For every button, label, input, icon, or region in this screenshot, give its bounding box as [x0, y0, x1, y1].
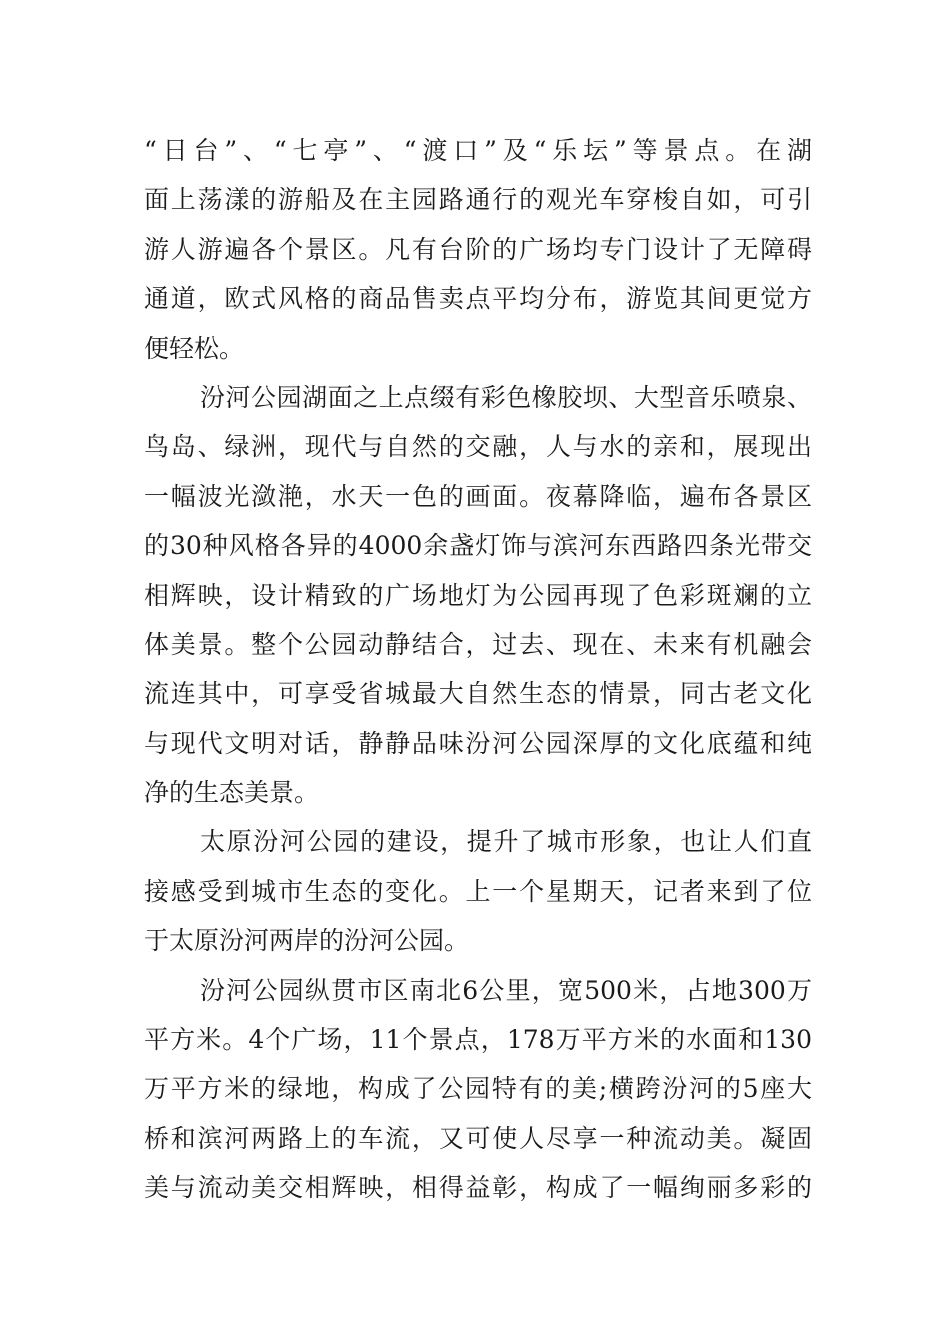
text-line: 接感受到城市生态的变化。上一个星期天，记者来到了位	[144, 876, 812, 906]
text-line: 与现代文明对话，静静品味汾河公园深厚的文化底蕴和纯	[144, 728, 812, 758]
paragraph-first-line: 汾河公园纵贯市区南北6公里，宽500米，占地300万	[200, 975, 812, 1005]
paragraph-first-line: 汾河公园湖面之上点缀有彩色橡胶坝、大型音乐喷泉、	[200, 382, 812, 412]
text-line: 净的生态美景。	[144, 778, 320, 808]
text-line: 流连其中，可享受省城最大自然生态的情景，同古老文化	[144, 679, 812, 709]
text-line: 相辉映，设计精致的广场地灯为公园再现了色彩斑斓的立	[144, 580, 812, 610]
document-body	[144, 126, 812, 1213]
text-line: 的30种风格各异的4000余盏灯饰与滨河东西路四条光带交	[144, 531, 812, 561]
text-line: 通道，欧式风格的商品售卖点平均分布，游览其间更觉方	[144, 284, 812, 314]
text-line: 万平方米的绿地，构成了公园特有的美;横跨汾河的5座大	[144, 1074, 812, 1104]
text-line: 美与流动美交相辉映，相得益彰，构成了一幅绚丽多彩的	[144, 1173, 812, 1203]
text-line: 体美景。整个公园动静结合，过去、现在、未来有机融会	[144, 629, 812, 659]
text-line: 平方米。4个广场，11个景点，178万平方米的水面和130	[144, 1025, 812, 1055]
paragraph-first-line: 太原汾河公园的建设，提升了城市形象，也让人们直	[200, 827, 812, 857]
text-line: 面上荡漾的游船及在主园路通行的观光车穿梭自如，可引	[144, 185, 812, 215]
text-line: 游人游遍各个景区。凡有台阶的广场均专门设计了无障碍	[144, 234, 812, 264]
text-line: “日台”、“七亭”、“渡口”及“乐坛”等景点。在湖	[144, 136, 812, 165]
text-line: 一幅波光潋滟，水天一色的画面。夜幕降临，遍布各景区	[144, 481, 812, 511]
text-line: 鸟岛、绿洲，现代与自然的交融，人与水的亲和，展现出	[144, 432, 812, 462]
text-line: 于太原汾河两岸的汾河公园。	[144, 926, 470, 956]
text-line: 桥和滨河两路上的车流，又可使人尽享一种流动美。凝固	[144, 1123, 812, 1153]
text-line: 便轻松。	[144, 333, 245, 363]
